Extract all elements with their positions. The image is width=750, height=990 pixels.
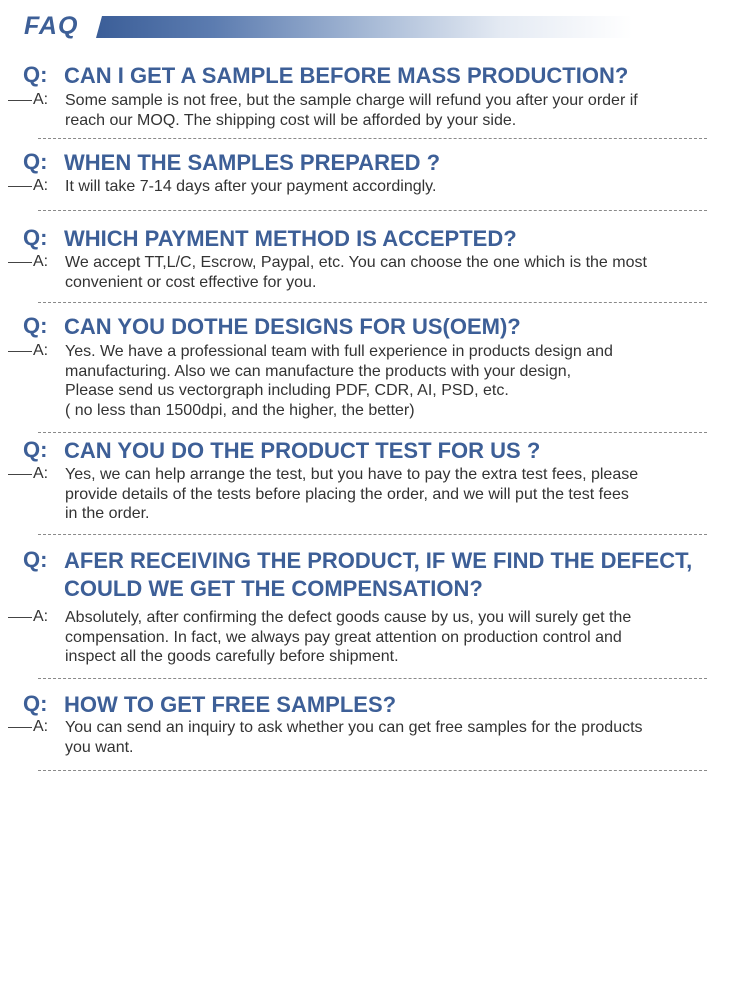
answer-text: Yes. We have a professional team with full experience in products design and manufacturing. Also we can manufacture the products with your design, Please send us vectorgraph including PDF, CDR, AI, PSD, etc. ( no less than 1500dpi, and the higher, the better) — [65, 343, 613, 419]
dashed-divider — [38, 302, 707, 303]
answer-rule — [8, 100, 32, 101]
answer-rule — [8, 474, 32, 475]
answer-text: You can send an inquiry to ask whether you can get free samples for the products you want. — [65, 719, 643, 756]
answer-rule — [8, 617, 32, 618]
question-label: Q: — [23, 547, 48, 572]
question-text: WHEN THE SAMPLES PREPARED ? — [64, 150, 441, 175]
answer-label: A: — [33, 465, 49, 482]
dashed-divider — [38, 432, 707, 433]
answer-rule — [8, 727, 32, 728]
answer-rule — [8, 351, 32, 352]
question-label: Q: — [23, 437, 48, 462]
answer-label: A: — [33, 91, 49, 108]
answer-rule — [8, 262, 32, 263]
dashed-divider — [38, 678, 707, 679]
dashed-divider — [38, 138, 707, 139]
question-label: Q: — [23, 225, 48, 250]
answer-label: A: — [33, 718, 49, 735]
question-text: HOW TO GET FREE SAMPLES? — [64, 692, 397, 717]
header-gradient-bar — [96, 16, 750, 38]
answer-text: Absolutely, after confirming the defect goods cause by us, you will surely get the compensation. In fact, we always pay great attention on production control and inspect all the goods carefully before shipment. — [65, 609, 632, 665]
question-label: Q: — [23, 691, 48, 716]
answer-text: We accept TT,L/C, Escrow, Paypal, etc. You can choose the one which is the most convenient or cost effective for you. — [65, 254, 647, 291]
question-text: WHICH PAYMENT METHOD IS ACCEPTED? — [64, 226, 517, 251]
question-text: AFER RECEIVING THE PRODUCT, IF WE FIND THE DEFECT, COULD WE GET THE COMPENSATION? — [64, 548, 693, 601]
answer-label: A: — [33, 342, 49, 359]
answer-text: Some sample is not free, but the sample charge will refund you after your order if reach our MOQ. The shipping cost will be afforded by your side. — [65, 92, 638, 129]
question-text: CAN YOU DO THE PRODUCT TEST FOR US ? — [64, 438, 541, 463]
question-label: Q: — [23, 149, 48, 174]
dashed-divider — [38, 534, 707, 535]
answer-text: Yes, we can help arrange the test, but you have to pay the extra test fees, please provide details of the tests before placing the order, and we will put the test fees in the order. — [65, 466, 639, 522]
dashed-divider — [38, 210, 707, 211]
question-label: Q: — [23, 313, 48, 338]
answer-label: A: — [33, 253, 49, 270]
page-title: FAQ — [24, 12, 79, 40]
question-text: CAN YOU DOTHE DESIGNS FOR US(OEM)? — [64, 314, 521, 339]
faq-header — [0, 10, 750, 42]
answer-label: A: — [33, 608, 49, 625]
question-text: CAN I GET A SAMPLE BEFORE MASS PRODUCTION? — [64, 63, 629, 88]
answer-label: A: — [33, 177, 49, 194]
answer-text: It will take 7-14 days after your payment accordingly. — [65, 178, 437, 195]
question-label: Q: — [23, 62, 48, 87]
dashed-divider — [38, 770, 707, 771]
answer-rule — [8, 186, 32, 187]
